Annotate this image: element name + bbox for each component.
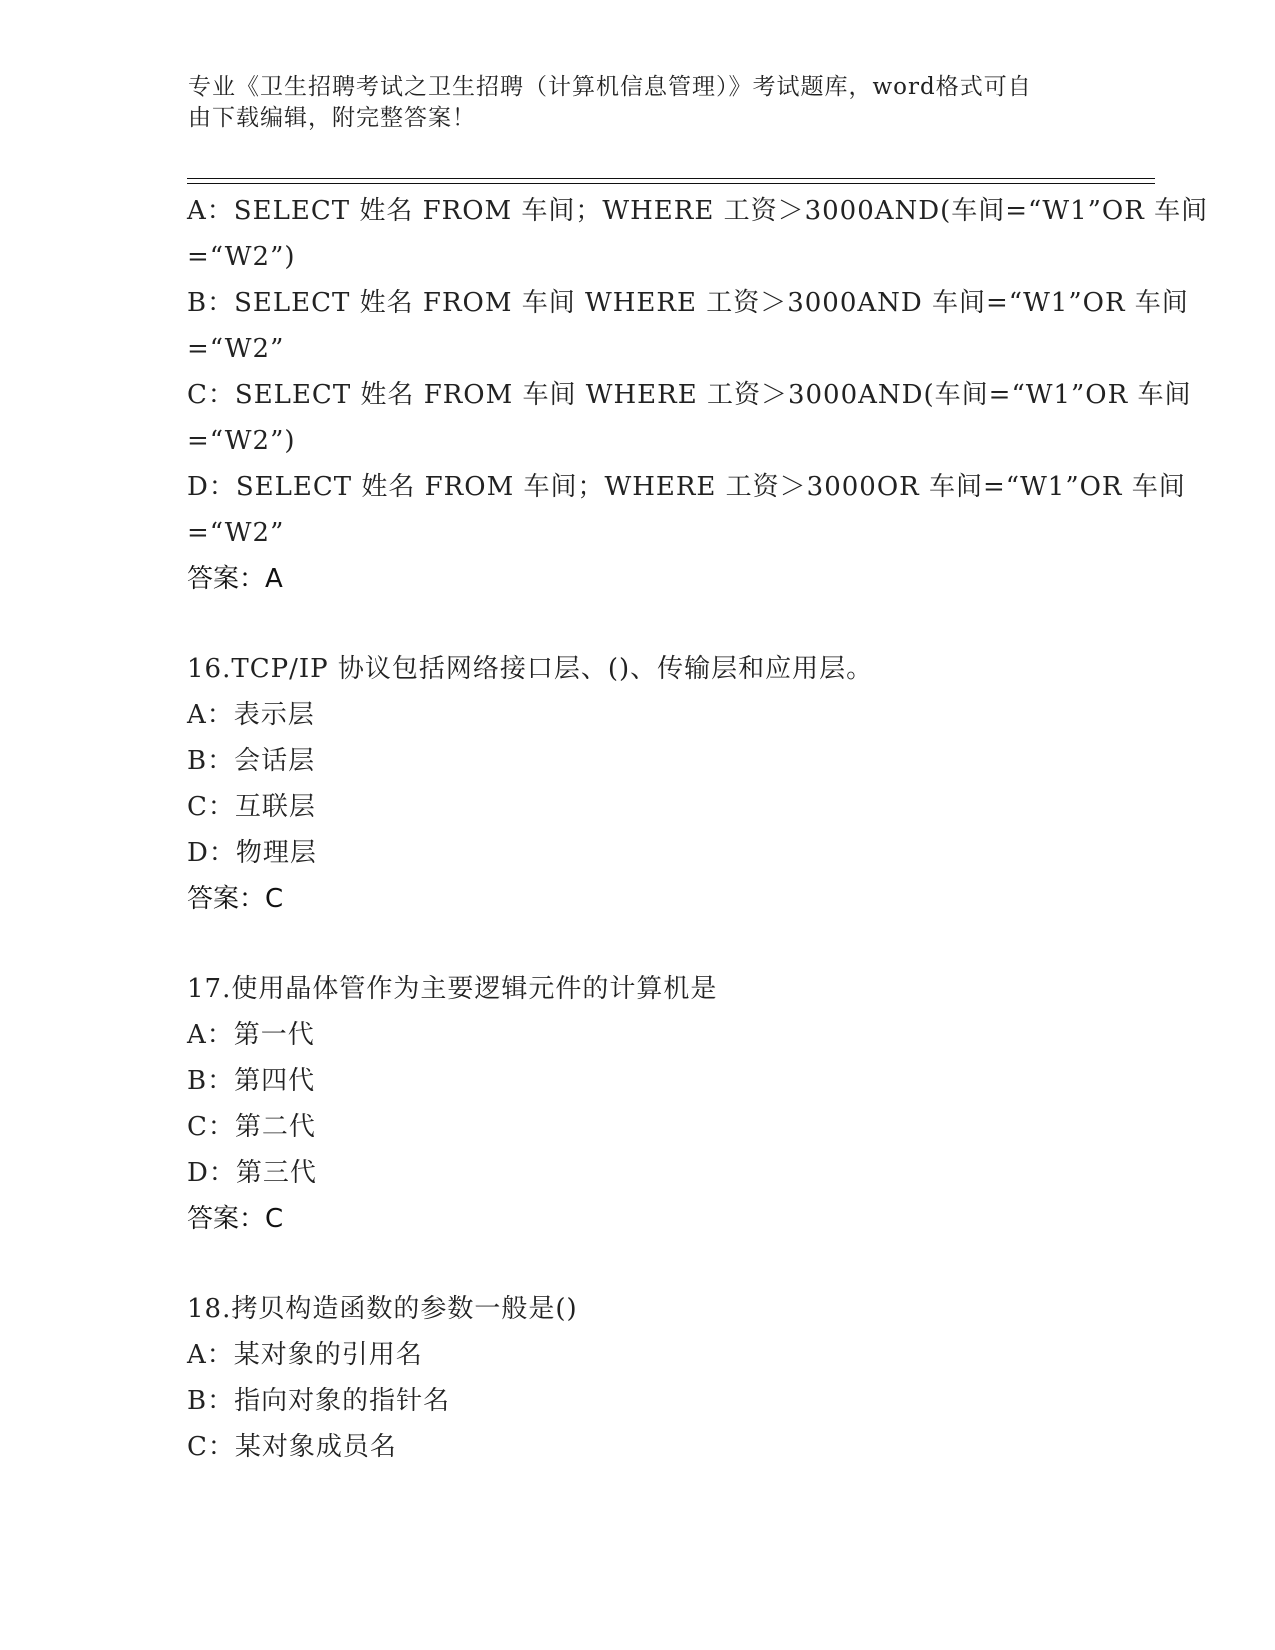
q15-option-a-line2: =“W2”) bbox=[187, 242, 296, 272]
header-divider-bottom bbox=[187, 183, 1155, 184]
question-16-block bbox=[187, 646, 1087, 922]
q16-question: 16.TCP/IP 协议包括网络接口层、()、传输层和应用层。 bbox=[187, 654, 874, 684]
q15-option-d-line2: =“W2” bbox=[187, 518, 285, 548]
header-line-1: 专业《卫生招聘考试之卫生招聘（计算机信息管理）》考试题库，word格式可自 bbox=[188, 74, 1032, 100]
spacer bbox=[187, 602, 1087, 646]
q15-option-c-line1: C：SELECT 姓名 FROM 车间 WHERE 工资＞3000AND(车间=“W1”OR 车间 bbox=[187, 380, 1192, 410]
q16-answer: 答案：C bbox=[187, 884, 284, 914]
q17-option-b: B：第四代 bbox=[187, 1066, 316, 1096]
q16-option-a: A：表示层 bbox=[187, 700, 315, 730]
question-17-block bbox=[187, 966, 1087, 1242]
q16-option-b: B：会话层 bbox=[187, 746, 316, 776]
q15-option-d-line1: D：SELECT 姓名 FROM 车间；WHERE 工资＞3000OR 车间=“W1”OR 车间 bbox=[187, 472, 1186, 502]
q17-option-c: C：第二代 bbox=[187, 1112, 316, 1142]
document-header bbox=[188, 72, 1068, 134]
q18-question: 18.拷贝构造函数的参数一般是() bbox=[187, 1294, 578, 1324]
question-list bbox=[187, 188, 1209, 1470]
header-divider-top bbox=[187, 178, 1155, 179]
spacer bbox=[187, 922, 1087, 966]
question-15-block bbox=[187, 188, 1209, 602]
q17-question: 17.使用晶体管作为主要逻辑元件的计算机是 bbox=[187, 974, 718, 1004]
q15-option-b-line1: B：SELECT 姓名 FROM 车间 WHERE 工资＞3000AND 车间=“W1”OR 车间 bbox=[187, 288, 1189, 318]
q15-option-a-line1: A：SELECT 姓名 FROM 车间；WHERE 工资＞3000AND(车间=“W1”OR 车间 bbox=[187, 196, 1209, 226]
q17-option-a: A：第一代 bbox=[187, 1020, 315, 1050]
q15-option-b-line2: =“W2” bbox=[187, 334, 285, 364]
q16-option-d: D：物理层 bbox=[187, 838, 317, 868]
header-line-2: 由下载编辑，附完整答案！ bbox=[188, 105, 476, 131]
q15-answer: 答案：A bbox=[187, 564, 283, 594]
q15-option-c-line2: =“W2”) bbox=[187, 426, 296, 456]
q17-answer: 答案：C bbox=[187, 1204, 284, 1234]
question-18-block bbox=[187, 1286, 1087, 1470]
q18-option-b: B：指向对象的指针名 bbox=[187, 1386, 451, 1416]
q18-option-c: C：某对象成员名 bbox=[187, 1432, 397, 1462]
q18-option-a: A：某对象的引用名 bbox=[187, 1340, 423, 1370]
spacer bbox=[187, 1242, 1087, 1286]
q16-option-c: C：互联层 bbox=[187, 792, 316, 822]
q17-option-d: D：第三代 bbox=[187, 1158, 317, 1188]
